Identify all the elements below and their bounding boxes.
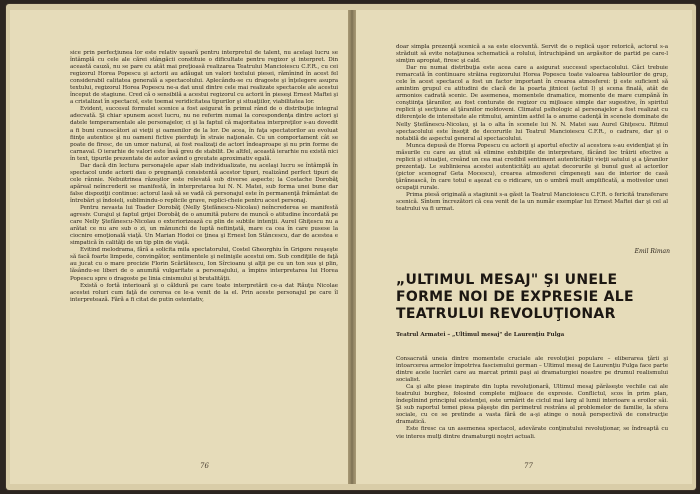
author-signature: Emil Riman bbox=[634, 248, 670, 255]
right-page-bottom-text bbox=[396, 356, 668, 441]
article-subhead: Teatrul Armatei – „Ultimul mesaj" de Laurenţiu Fulga bbox=[396, 332, 565, 338]
right-paragraph: Consacrată uneia dintre momentele cruciale ale revoluţiei populare – eliberarea ţării şi intoarcerea armelor împotriva fascismului german – Ultimul mesaj de Laurenţiu Fulga face parte dintre acele lucrări care au marcat primii paşi ai dramaturgiei noastre pe drumul realismului socialist. bbox=[396, 356, 668, 384]
left-page-number: 76 bbox=[200, 462, 209, 470]
left-page-text bbox=[70, 50, 338, 304]
left-paragraph: Evident, succesul formulei scenice a fost asigurat în primul rând de o distribuţie integral adecvată. Şi chiar spunem acest lucru, nu ne referim numai la corespondenţa dintre actori şi datele temperamentale ale personajelor, ci şi la faptul că majoritatea interpreţilor s-au dovedit a fi buni cunoscători ai vieţii şi oamenilor de la lor. De acea, în faţa spectatorilor au evoluat fiinţe autentice şi nu oameni fictive pierduţi în straie naţionale. Cu un comportament cât se poate de firesc, de un umor natural, ai fost realizaţi de actori îndeaproape şi nu prin forme de carnaval. O ierarhie de valori este însă greu de stabilit. De altfel, această ierarhie nu există nici în text, tipurile prezentate de autor având o greutate aproximativ egală. bbox=[70, 106, 338, 162]
right-paragraph: Ca şi alte piese inspirate din lupta revoluţionară, Ultimul mesaj părăseşte vechile cai ale teatrului burghez, folosind complete mijloace de expresie. Conflictul, scos în prim plan, îndeplinind principiul existenţei, este urmărit de ciclul mai larg al lumii interioare a eroilor săi. Şi sub raportul temei piesa păşeşte din perimetrul restrâns al problemelor de familie, la sfera sociale, cu ce se pretinde a vasta fără de a-şi atinge o nouă perspectivă de construcţie dramatică. bbox=[396, 384, 668, 426]
right-page-number: 77 bbox=[524, 462, 533, 470]
left-paragraph: Pentru nevasta lui Toader Dorobăţ (Nelly Ştefănescu-Nicolau) neîncrederea se manifestă agresiv. Curajul şi faptul grijei Dorobăţ de o anumită putere de muncă o atitudine încordată pe care Nelly Ştefănescu-Nicolau o exteriorizează cu plin de subtile intenţii. Aurel Ghiţescu nu a arătat ce nu are sub o zi, un mănunchi de luptă nefiinţată, mare ca cea în care pusese la ciocnire emoţională viaţă. Un Marian Hodoi ce ţinea şi Ernest Ion Stăncescu, dar de acestea e simpatică în calităţi de un tip plin de viaţă. bbox=[70, 205, 338, 247]
left-paragraph: sice prin perfecţiunea lor este relativ uşoară pentru interpretul de talent, nu acelaşi lucru se întâmplă cu cele ale cărei stângăcii constituie o dificultate pentru regizor şi interpret. Din această cauză, nu se pare cu atât mai preţioasă realizarea Teatrului Mancioiescu C.F.R., cu cei regizorul Horea Popescu şi actorii au adăugat un valori textului piesei, rămînind în acest fel considerabil calitatea generală a spectacolului. Aplecându-se cu dragoste şi înţelegere asupra textului, regizorul Horea Popescu ne-a dat unul dintre cele mai realizate spectacole ale acestui început de stagiune. Cred că o sensibilă a acestui regizorul cu actorii în pieseşi Ernest Maftei şi a cristalizat în spectacol, este toemai veridicitatea tipurilor şi situaţiilor, viabilitatea lor. bbox=[70, 50, 338, 106]
right-page-top-text bbox=[396, 44, 668, 213]
book-spread bbox=[6, 4, 696, 490]
left-page bbox=[10, 10, 348, 484]
left-paragraph: Există o fortă interioară şi o căldură pe care toate interpretării ce-a dat Răuţu Nicolae acestei roluri cum faţă de cererea ce le-a venit de la el. Prin aceste personajul pe care îl interpretează. Fără a fi citat de putin ostentativ, bbox=[70, 282, 338, 303]
left-paragraph: Evitind melodrama, fără a solicita mila spectatorului, Costel Gheorghiu în Grigore reuşeşte să facă foarte limpede, convingător, sentimentele şi nelinişile acestui om. Sub condiţiile de faţă au jucat cu o mare precizie Florin Scărlătescu, Ion Sîrcioanu şi alţii pe cu un ton sus şi plin, lăsându-se liberi de o anumită vulgaritate a personajului, a împins interpretarea lui Horea Popescu spre o dragoste pe linia cinismului şi brutalităţii. bbox=[70, 247, 338, 282]
right-paragraph: Este firesc ca un asemenea spectacol, adevărate conţinutului revoluţionar, se îndreaptă cu vie interes mulţi dintre dramaturgii noştri actuali. bbox=[396, 426, 668, 440]
left-paragraph: Dar dacă din lectura personajele apar slab individualizate, nu acelaşi lucru se întâmplă în spectacol unde actorii dau o pregnanţă consistentă acestor tipuri, realizând perfect tipuri de cele rânnie. Nebuitrinea răzeşilor este relevată sub diverse aspecte; la Costache Dorobăţ apăreal neîncrederii se manifestă, în interpretarea lui N. N. Matei, sub forma unei bune dar false dispoziţii continue: actorul lasă să se vadă că personajul este în permanenţă frământat de întrebări şi îndoieli, sublimindu-o replicile grave, replici-cheie pentru acest personaj. bbox=[70, 162, 338, 204]
right-paragraph: Munca depusă de Horea Popescu cu actorii şi aportul efectiv al acestora s-au evidenţiat şi în măsurile cu care au ştiut să elimine exhibiţiile de interpretare, făcând loc trăirii efective a replicii şi situaţiei, creând un cea mai credibil sentiment autenticităţii vieţii satului şi a ţăranilor prezentaţi. Le sublinierea acestei autenticităţi au ajutat decorurile şi bunul gust al actorilor (pictor scenograf Geta Mocescu), crearea atmosferei cîmpeneşti sau de interior de casă ţărănească, în care totul e aşezat cu o ridicare, un o umbră mult amplificată, a motivelor unei ocupaţii rurale. bbox=[396, 142, 668, 191]
right-page bbox=[356, 10, 692, 484]
right-paragraph: doar simpla prezenţă scenică a sa este elocventă. Servit de o replică uşor retorică, actorul s-a străduit să evite notaţiunea schematică a rolului, întruchipând un argăsitor de partid pe care-l simţim apropiat, firesc şi cald. bbox=[396, 44, 668, 65]
right-paragraph: Dar nu numai distribuţia este acea care a asigurat succesul spectacolului. Căci trebuie remarcată în continuare străina regizorului Horea Popescu toate valoarea tablourilor de grup, cele în acest spectacol a fost un factor important în crearea atmosferei: ţi este suficient să amintim grupul cu atitudini de clacă de la poarta jitnicei (actul I) şi scena finală, atât de armonios cadrată scenic. De asemenea, momentele dramatice, momente de mare cumpănă în conştiinţa ţăranilor, au fost conturate de regizor cu mijloace simple dar sugestive, în spiritul replicii şi secţiune al ţăranilor moldoveni. Climatul psihologic al personajelor a fost realizat cu diferenţele de intensitate ale ritmului, amintim astfel la o anume cadenţă în scenele dominate de Nelly Ştefănescu-Nicolau, şi la o alta în scenele lui N. N. Matei sau Aurel Ghiţescu. Ritmul spectacolului este însoţit de decorurile lui Teatrul Mancioiescu C.F.R., o cadrare, dar şi o notabilă de aspectul general al spectacolului. bbox=[396, 65, 668, 142]
article-headline: „ULTIMUL MESAJ" ŞI UNELE FORME NOI DE EXPRESIE ALE TEATRULUI REVOLUŢIONAR bbox=[396, 272, 634, 322]
right-paragraph: Prima piesă originală a stagiunii s-a găsit la Teatrul Mancioiescu C.F.R. o fericită transferare scenică. Sîntem încrezători că cea venit de la un număr exemplar lui Ernest Maftei dar şi cel al teatrului va fi urmat. bbox=[396, 191, 668, 213]
